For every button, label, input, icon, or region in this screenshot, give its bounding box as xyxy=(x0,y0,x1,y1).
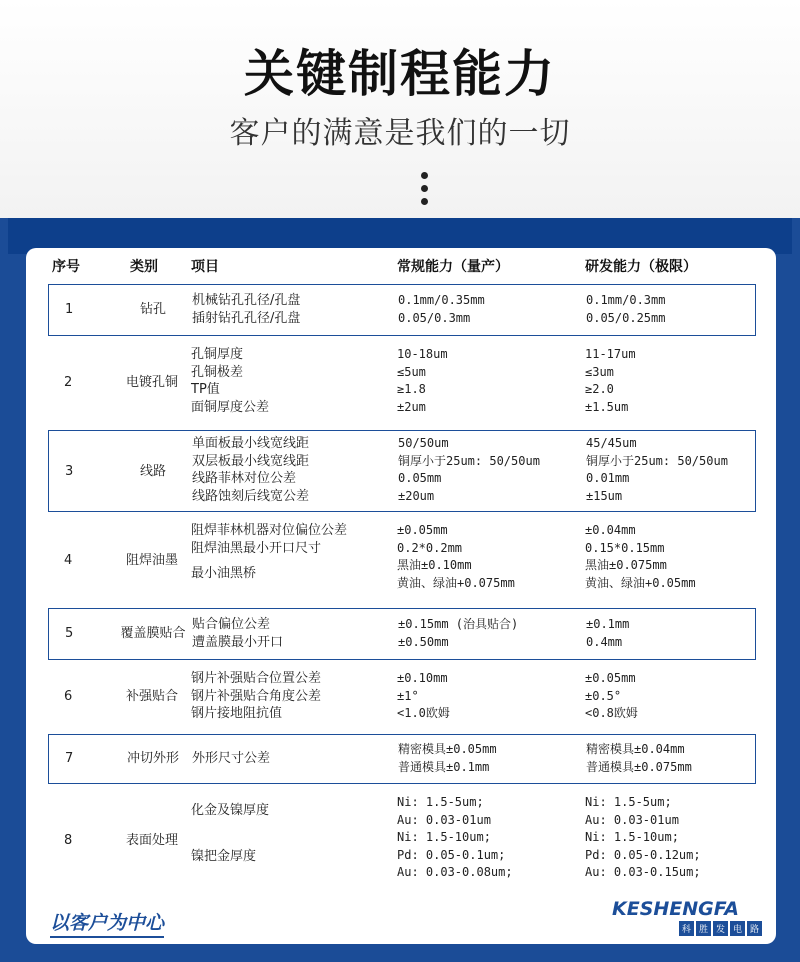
page-subtitle: 客户的满意是我们的一切 xyxy=(229,116,571,151)
regular-line: 0.2*0.2mm xyxy=(397,540,463,555)
row-num: 5 xyxy=(65,626,74,641)
logo-text: KESHENGFA xyxy=(612,898,739,920)
row-rnd xyxy=(586,435,728,505)
item-line: 镍把金厚度 xyxy=(191,848,257,864)
hero-section xyxy=(0,0,800,220)
header-regular: 常规能力（量产） xyxy=(397,259,509,275)
row-num: 8 xyxy=(64,833,73,848)
table-row xyxy=(48,430,756,512)
company-logo xyxy=(612,898,762,936)
rnd-line: 黄油、绿油+0.05mm xyxy=(585,575,696,590)
regular-line: 黄油、绿油+0.075mm xyxy=(397,575,515,590)
rnd-line: Pd: 0.05-0.12um; xyxy=(585,847,701,862)
regular-line: ±0.50mm xyxy=(398,634,449,649)
row-num: 3 xyxy=(65,464,74,479)
item-line: 钢片补强贴合角度公差 xyxy=(191,688,322,704)
rnd-line: ±0.1mm xyxy=(586,617,630,631)
regular-line: 50/50um xyxy=(398,436,449,450)
row-num: 2 xyxy=(64,375,73,390)
item-line: 双层板最小线宽线距 xyxy=(192,453,310,469)
header-category: 类别 xyxy=(130,259,158,275)
rnd-line: Ni: 1.5-10um; xyxy=(585,830,679,844)
rnd-line: Ni: 1.5-5um; xyxy=(585,795,672,809)
row-category: 覆盖膜贴合 xyxy=(120,626,186,641)
row-num: 6 xyxy=(64,689,73,704)
regular-line: ±0.05mm xyxy=(397,523,448,537)
rnd-line: <0.8欧姆 xyxy=(585,706,638,720)
row-num: 1 xyxy=(65,302,74,317)
item-line: 线路蚀刻后线宽公差 xyxy=(192,488,310,504)
regular-line: ±0.10mm xyxy=(397,671,448,685)
item-line: 化金及镍厚度 xyxy=(191,803,270,818)
rnd-line: ±0.04mm xyxy=(585,523,636,537)
row-category: 钻孔 xyxy=(139,302,166,317)
rnd-line: 0.15*0.15mm xyxy=(585,540,665,555)
row-regular xyxy=(398,616,518,651)
rnd-line: Au: 0.03-0.15um; xyxy=(585,865,701,879)
row-items xyxy=(191,802,269,865)
item-line: 遭盖膜最小开口 xyxy=(192,634,284,650)
regular-line: 普通模具±0.1mm xyxy=(398,759,490,774)
row-regular xyxy=(397,670,450,723)
row-category: 补强贴合 xyxy=(125,689,178,704)
item-line: 贴合偏位公差 xyxy=(192,617,271,632)
row-items xyxy=(191,346,269,416)
row-num: 4 xyxy=(64,553,73,568)
item-line: 钢片接地阻抗值 xyxy=(191,706,283,721)
rnd-line: 精密模具±0.04mm xyxy=(586,742,685,756)
logo-char: 电 xyxy=(730,921,745,936)
rnd-line: ±0.5° xyxy=(585,688,622,703)
logo-char: 科 xyxy=(679,921,694,936)
row-items xyxy=(192,616,283,651)
logo-char: 发 xyxy=(713,921,728,936)
rnd-line: ≥2.0 xyxy=(585,382,614,396)
rnd-line: 0.05/0.25mm xyxy=(586,310,666,325)
row-regular xyxy=(398,292,485,327)
item-line: 机械钻孔孔径/孔盘 xyxy=(192,293,301,308)
regular-line: ±20um xyxy=(398,488,435,503)
regular-line: Pd: 0.05-0.1um; xyxy=(397,847,506,862)
header-rnd: 研发能力（极限） xyxy=(585,259,697,275)
regular-line: ±2um xyxy=(397,399,426,414)
rnd-line: 0.1mm/0.3mm xyxy=(586,293,666,307)
regular-line: <1.0欧姆 xyxy=(397,706,450,720)
row-category: 冲切外形 xyxy=(126,751,179,766)
regular-line: Ni: 1.5-5um; xyxy=(397,795,484,809)
table-header xyxy=(26,248,776,282)
row-items xyxy=(191,522,347,583)
rnd-line: ≤3um xyxy=(585,364,614,379)
header-item: 项目 xyxy=(191,259,219,275)
rnd-line: 黑油±0.075mm xyxy=(585,558,667,572)
item-line: TP值 xyxy=(191,382,220,397)
item-line: 线路菲林对位公差 xyxy=(192,471,297,486)
row-rnd xyxy=(586,292,665,327)
regular-line: Ni: 1.5-10um; xyxy=(397,830,491,844)
regular-line: Au: 0.03-01um xyxy=(397,812,491,827)
more-dots-icon xyxy=(421,172,429,211)
row-regular xyxy=(398,741,497,776)
item-line: 阻焊菲林机器对位偏位公差 xyxy=(191,523,348,538)
rnd-line: ±1.5um xyxy=(585,399,629,414)
regular-line: 10-18um xyxy=(397,347,448,361)
row-rnd xyxy=(585,522,696,592)
item-line: 钢片补强贴合位置公差 xyxy=(191,671,322,686)
logo-char: 路 xyxy=(747,921,762,936)
row-rnd xyxy=(585,794,701,882)
slogan: 以客户为中心 xyxy=(50,908,164,938)
regular-line: ≤5um xyxy=(397,364,426,379)
table-row xyxy=(48,662,756,732)
regular-line: 铜厚小于25um: 50/50um xyxy=(398,453,540,468)
regular-line: ±1° xyxy=(397,688,419,703)
item-line: 阻焊油黑最小开口尺寸 xyxy=(191,540,322,556)
row-rnd xyxy=(585,670,638,723)
row-category: 表面处理 xyxy=(125,833,178,848)
row-regular xyxy=(398,435,540,505)
header-num: 序号 xyxy=(52,259,80,275)
row-num: 7 xyxy=(65,751,74,766)
regular-line: 精密模具±0.05mm xyxy=(398,742,497,756)
row-regular xyxy=(397,794,513,882)
item-line: 孔铜厚度 xyxy=(191,347,244,362)
regular-line: 0.1mm/0.35mm xyxy=(398,293,485,307)
row-items xyxy=(191,670,321,723)
table-row xyxy=(48,514,756,604)
table-row xyxy=(48,338,756,428)
table-row xyxy=(48,608,756,660)
row-items xyxy=(192,292,300,327)
rnd-line: ±15um xyxy=(586,488,623,503)
rnd-line: 普通模具±0.075mm xyxy=(586,759,692,774)
regular-line: Au: 0.03-0.08um; xyxy=(397,865,513,879)
row-regular xyxy=(397,522,515,592)
rnd-line: ±0.05mm xyxy=(585,671,636,685)
page-title: 关键制程能力 xyxy=(244,45,556,103)
row-rnd xyxy=(586,616,629,651)
capability-table xyxy=(26,248,776,944)
rnd-line: 45/45um xyxy=(586,436,637,450)
row-items xyxy=(192,435,309,505)
row-regular xyxy=(397,346,448,416)
row-rnd xyxy=(585,346,636,416)
regular-line: ±0.15mm (治具贴合) xyxy=(398,617,519,631)
row-category: 线路 xyxy=(139,464,166,479)
table-row xyxy=(48,734,756,784)
logo-subtext xyxy=(612,921,762,936)
table-row xyxy=(48,788,756,888)
row-rnd xyxy=(586,741,692,776)
item-line: 最小油黑桥 xyxy=(191,566,257,581)
item-line: 外形尺寸公差 xyxy=(192,751,271,766)
rnd-line: 铜厚小于25um: 50/50um xyxy=(586,453,728,468)
item-line: 插射钻孔孔径/孔盘 xyxy=(192,310,301,326)
regular-line: 黑油±0.10mm xyxy=(397,558,472,572)
rnd-line: 0.4mm xyxy=(586,634,623,649)
rnd-line: 0.01mm xyxy=(586,471,630,485)
regular-line: 0.05mm xyxy=(398,471,442,485)
table-row xyxy=(48,284,756,336)
item-line: 孔铜极差 xyxy=(191,364,244,380)
row-items xyxy=(192,750,270,768)
row-category: 电镀孔铜 xyxy=(125,375,178,390)
item-line: 单面板最小线宽线距 xyxy=(192,436,310,451)
item-line: 面铜厚度公差 xyxy=(191,399,270,415)
regular-line: ≥1.8 xyxy=(397,382,426,396)
rnd-line: 11-17um xyxy=(585,347,636,361)
logo-char: 胜 xyxy=(696,921,711,936)
regular-line: 0.05/0.3mm xyxy=(398,310,471,325)
rnd-line: Au: 0.03-01um xyxy=(585,812,679,827)
row-category: 阻焊油墨 xyxy=(125,553,178,568)
